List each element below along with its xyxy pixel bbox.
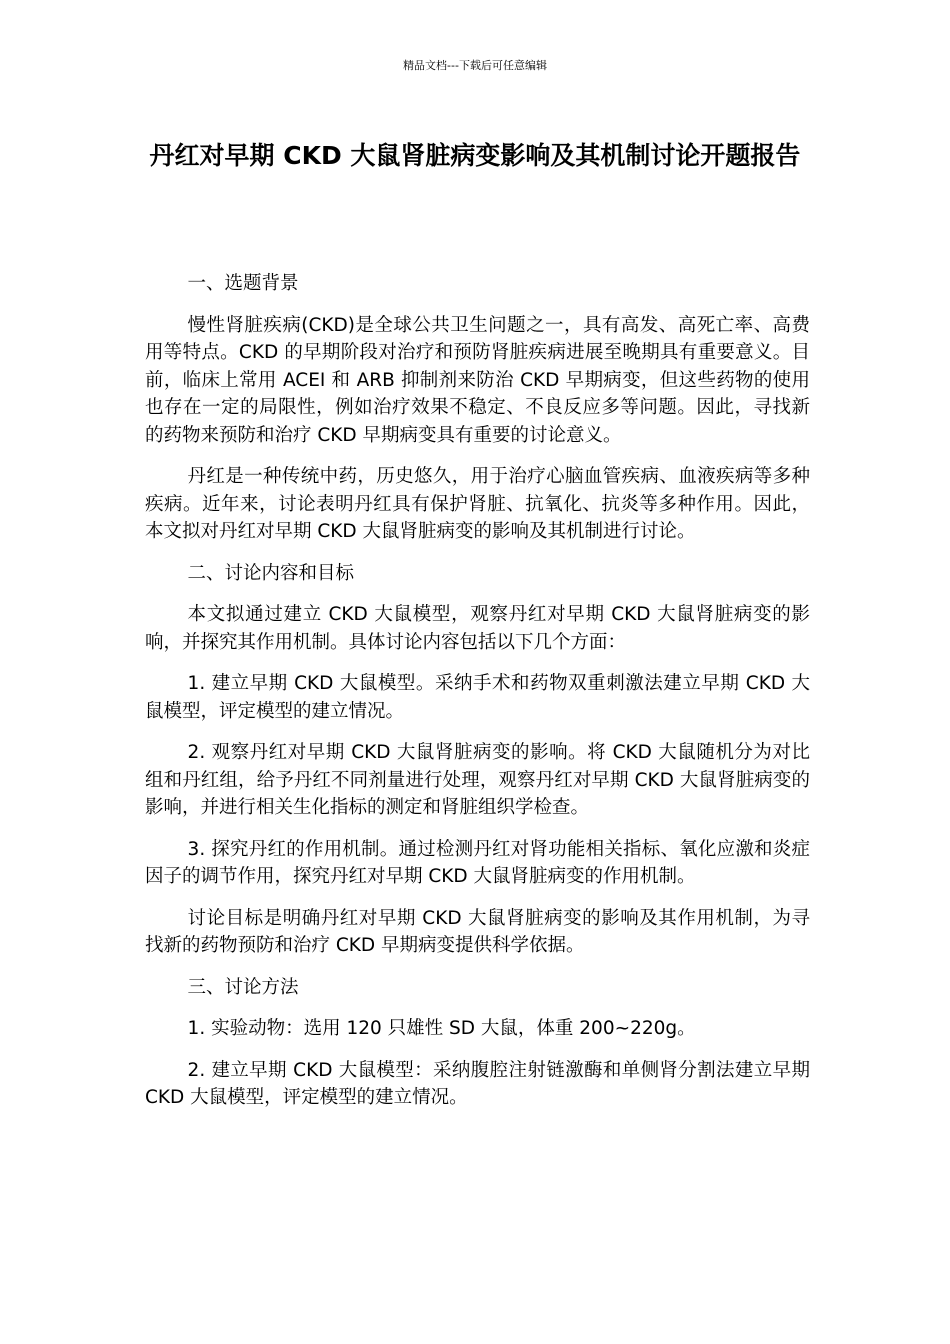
list-item-mechanism: 3. 探究丹红的作用机制。通过检测丹红对肾功能相关指标、氧化应激和炎症因子的调节作用，探究丹红对早期 CKD 大鼠肾脏病变的作用机制。 <box>145 838 810 887</box>
paragraph-content-overview: 本文拟通过建立 CKD 大鼠模型，观察丹红对早期 CKD 大鼠肾脏病变的影响，并探究其作用机制。具体讨论内容包括以下几个方面： <box>145 604 810 653</box>
list-item-model: 1. 建立早期 CKD 大鼠模型。采纳手术和药物双重刺激法建立早期 CKD 大鼠模型，评定模型的建立情况。 <box>145 673 810 722</box>
list-item-model-method: 2. 建立早期 CKD 大鼠模型：采纳腹腔注射链激酶和单侧肾分割法建立早期 CKD 大鼠模型，评定模型的建立情况。 <box>145 1059 810 1108</box>
paragraph-ckd-intro: 慢性肾脏疾病(CKD)是全球公共卫生问题之一，具有高发、高死亡率、高费用等特点。CKD 的早期阶段对治疗和预防肾脏疾病进展至晚期具有重要意义。目前，临床上常用 ACEI 和 ARB 抑制剂来防治 CKD 早期病变，但这些药物的使用也存在一定的局限性，例如治疗效果不稳定、不良反应多等问题。因此，寻找新的药物来预防和治疗 CKD 早期病变具有重要的讨论意义。 <box>145 314 810 446</box>
paragraph-goals: 讨论目标是明确丹红对早期 CKD 大鼠肾脏病变的影响及其作用机制，为寻找新的药物预防和治疗 CKD 早期病变提供科学依据。 <box>145 907 810 956</box>
section-heading-content-goals: 二、讨论内容和目标 <box>187 562 355 584</box>
document-body <box>145 270 810 1126</box>
header-note: 精品文档---下载后可任意编辑 <box>403 59 547 72</box>
list-item-observe: 2. 观察丹红对早期 CKD 大鼠肾脏病变的影响。将 CKD 大鼠随机分为对比组和丹红组，给予丹红不同剂量进行处理，观察丹红对早期 CKD 大鼠肾脏病变的影响，并进行相关生化指标的测定和肾脏组织学检查。 <box>145 742 810 818</box>
paragraph-danhong-intro: 丹红是一种传统中药，历史悠久，用于治疗心脑血管疾病、血液疾病等多种疾病。近年来，讨论表明丹红具有保护肾脏、抗氧化、抗炎等多种作用。因此，本文拟对丹红对早期 CKD 大鼠肾脏病变的影响及其机制进行讨论。 <box>145 466 810 542</box>
list-item-animals: 1. 实验动物：选用 120 只雄性 SD 大鼠，体重 200~220g。 <box>187 1018 696 1039</box>
section-heading-background: 一、选题背景 <box>187 273 299 294</box>
document-title: 丹红对早期 CKD 大鼠肾脏病变影响及其机制讨论开题报告 <box>149 141 801 170</box>
section-heading-methods: 三、讨论方法 <box>187 976 299 998</box>
